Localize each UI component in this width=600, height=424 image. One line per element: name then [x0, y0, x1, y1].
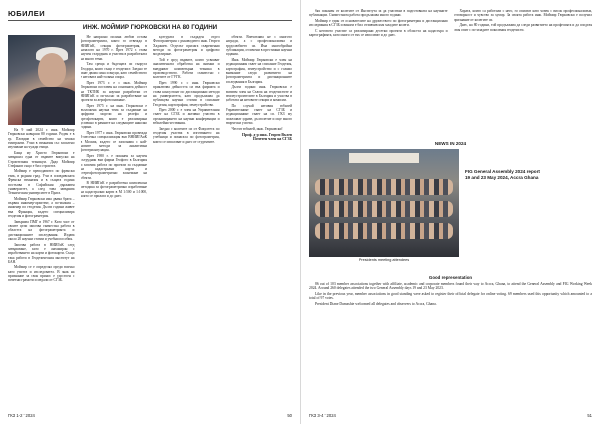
paragraph: Завършва ПМГ в 1967 г. Като част от своите цели започва съвместна работа в областта на фотограметрията и дистанционните изследвания. Издава около 20 научни статии и учебни пособия. — [8, 219, 75, 241]
paragraph: Днес, на 80 години, той продължава да следи развитието на професията и да споделя своя опит с по-младите поколения геодезисти. — [453, 23, 592, 32]
photo-caption: Presidents meeting attendees — [358, 258, 410, 262]
paragraph: Like in the previous year, member associations in good standing were asked to register their official delegate for online voting. 69 members used this opportunity which amounted to a total of 97 votes. — [309, 291, 592, 301]
paragraph: културата в създаден отдел Фотограметрия с ръководител инж. Георги Хаджиев. Отделът прилага съвременни методи за фотограметрия и цифрово моделиране. — [153, 35, 220, 57]
paragraph: През 1980 г. е поканен за научен сътрудник във фирма Геофото в България и започва работа по проекти за създаване на кадастрални карти и стереофотограметрично заснемане на обекти. — [80, 153, 147, 180]
paragraph: На 9 май 2024 г. инж. Моймир Гюрковски навърши 80 години. Роден е в гр. Пловдив в семейство на чешки емигранти. Учил в гимназия със засилено изучаване на чужди езици. — [8, 128, 75, 150]
portrait-photo — [8, 35, 75, 125]
paragraph: Моймир е един от основателите на дружеството по фотограметрия и дистанционни изследвания в СГЗБ и винаги е бил отзивчив към младите колеги. — [309, 18, 448, 28]
paragraph: 86 out of 103 member associations together with affiliate, academic and corporate members found their way to Accra, Ghana, to attend the General Assembly and FIG Working Week 2024. Around 260 delegates attended the two General Assembly days 19 and 23 May 2023. — [309, 282, 592, 291]
report-title-line2: 19 and 23 May 2024, Accra Ghana — [465, 174, 539, 180]
column-2 — [81, 35, 148, 284]
signature-name: Проф. д-р инж. Георги Вълев — [241, 132, 292, 137]
paragraph: Хората, които са работили с него, го описват като човек с висок професионализъм, отговорност и чувство за хумор. За своята работа инж. Моймир Гюрковски е получил признание от колегите си. — [453, 9, 592, 22]
right-page — [300, 0, 600, 424]
report-title — [465, 169, 540, 269]
paragraph: През 1975 г. на инж. Гюрковски е възложена научна тема за създаване на цифрови модели на релефа и ортофотокарти, която е реализирана успешно в рамките на следващите няколко години. — [80, 103, 147, 130]
good-representation-heading: Good representation — [428, 275, 473, 280]
column-1-text — [8, 128, 75, 283]
paragraph: През 1990 г. с инж. Гюрковски приключва дейността си във фирмата и става консултант по дистанционни методи на университета, като продължава да публикува научни статии в списание Геодезия, картография, земеустройство. — [153, 80, 220, 107]
right-column-1 — [309, 9, 448, 135]
paragraph: Там среща и бъдещата си съпруга Теодора, която също е геодезист. Заедно те имат двама сина и внуци, като семейството е неговата най-голяма опора. — [80, 62, 147, 80]
paragraph: По случай неговия юбилей Управителният съвет на СГЗБ и редакционният съвет на сп. ГКЗ му пожелават здраве, дълголетие и още много творчески успехи. — [225, 103, 292, 126]
photo-figure — [309, 149, 459, 269]
column-3 — [153, 35, 220, 284]
column-4-text — [226, 35, 293, 131]
paragraph: Инж. Моймир Гюрковски е член на редакционния съвет на списание Геодезия, картография, земеустройство и с голямо внимание следи развитието на фотограметрията и дистанционните изследвания в България. — [225, 57, 292, 84]
paragraph: Честит юбилей, инж. Гюрковски! — [231, 126, 283, 131]
report-title-line1: FIG General Assembly 2024 report — [465, 169, 540, 174]
paragraph: Дълги години инж. Гюрковски е активен член на Съюза на геодезистите и землеустроителите в България и участва в работата на неговите секции и комисии. — [225, 85, 292, 103]
paragraph: Моймир се е определял преди всичко като учител и изследовател. В знак на признание за своя принос е удостоен с почетни грамоти и медали от СГЗБ. — [8, 265, 75, 283]
paragraph: С неговото участие са реализирани десетки проекти в областта на кадастъра и картографията, като много от тях се използват и до днес. — [309, 28, 448, 38]
section-heading: ЮБИЛЕИ — [8, 9, 46, 18]
left-footer — [8, 413, 292, 418]
continued-columns — [309, 9, 592, 135]
paragraph: Започва работа в НИИГиК след завършване, като е ангажиран с изработването на карти и фотокарти. Също така работи в Геодезическия институт на БАН. — [8, 242, 75, 264]
paragraph: Не напразно полина любов остава фотограметрията, която го отвежда в НИИГиК, секция фотограметрия, в началото на 1970 г. През 1972 г. става научен сътрудник и участва в разработката на много теми. — [80, 35, 147, 61]
meeting-photo — [309, 149, 459, 257]
right-column-2 — [454, 9, 593, 135]
article-columns — [8, 35, 292, 284]
right-footer — [309, 413, 592, 418]
right-footer-issue: ГКЗ 3-4 ' 2024 — [309, 413, 336, 418]
paragraph: Заедно с колегите си от Факултета по геодезия участва в изготвянето на учебници и помагала по фотограметрия, които се използват и днес от студентите. — [153, 126, 220, 144]
photo-block — [309, 149, 592, 269]
article-title: ИНЖ. МОЙМИР ГЮРКОВСКИ НА 80 ГОДИНИ — [82, 24, 218, 31]
left-page-number: 50 — [287, 413, 292, 418]
paragraph: бях поканен от колегите от Института за да участвам в подготовката на научните публикации. Съвместната работа продължава много години. — [309, 9, 448, 18]
paragraph: President Diane Dumashie welcomed all delegates and observers to Accra, Ghana. — [315, 301, 437, 306]
signature-role: Почетен член на СГЗБ — [252, 137, 292, 142]
paragraph: Той е сред първите, които усвояват аналитичната обработка на снимки и внедряват компютърна техника в производството. Работи съвместно с колегите от ГУГК. — [153, 57, 220, 80]
right-page-number: 51 — [587, 413, 592, 418]
paragraph: През 1973 г. е с инж. Моймир Гюрковски поставен на основната дейност на ТКТИК за научни разработки от НИИГиК и по-късно за разработване на проекти за аерофотоснимане. — [80, 80, 147, 103]
column-4 — [226, 35, 293, 284]
paragraph: Баща му Христо Гюрковски е завършил една от първите випуски на Строителния техникум. Дядо Моймир Стефанов също е бил строител. — [8, 150, 75, 168]
column-1 — [8, 35, 75, 284]
paragraph: Моймир Гюрковски има двама брата – първия инженер-архитект, а по-малкия – инженер по геодезия. Дълги години живее във Франция, където специализира геодезия и фотограметрия. — [8, 196, 75, 219]
left-footer-issue: ГКЗ 1-2 ' 2024 — [8, 413, 35, 418]
signature — [226, 133, 293, 142]
paragraph: През 1977 г. инж. Гюрковски провежда 3-месечна специализация във ВНИИГАиК в Москва, където се запознава с най-новите методи за аналитична фототриангулация. — [80, 130, 147, 153]
good-representation-body — [309, 282, 592, 306]
section-rule — [8, 20, 292, 21]
paragraph: В НИИГиК е разработена комплексна методика за фотограметрично изработване на кадастрални карти в М 1:500 и 1:1000, която се прилага и до днес. — [80, 181, 147, 199]
paragraph: През 2000 г. е член на Управителния съвет на СГЗБ и активно участва в организирането на научни конференции и юбилейни чествания. — [153, 108, 220, 126]
paragraph: Моймир е преподавател по френски език, в родния град. Учи в пловдивската Френска гимназия и в същата година постъпва в Софийския държавен университет, а след това завършва Техническия университет в Прага. — [8, 169, 75, 196]
paragraph: обекти. Впечатлява не с многото награди, а с професионализма и трудолюбието си. Има многобройни публикации, отличени в престижни научни издания. — [225, 35, 292, 57]
news-heading: NEWS IN 2024 — [434, 141, 467, 146]
